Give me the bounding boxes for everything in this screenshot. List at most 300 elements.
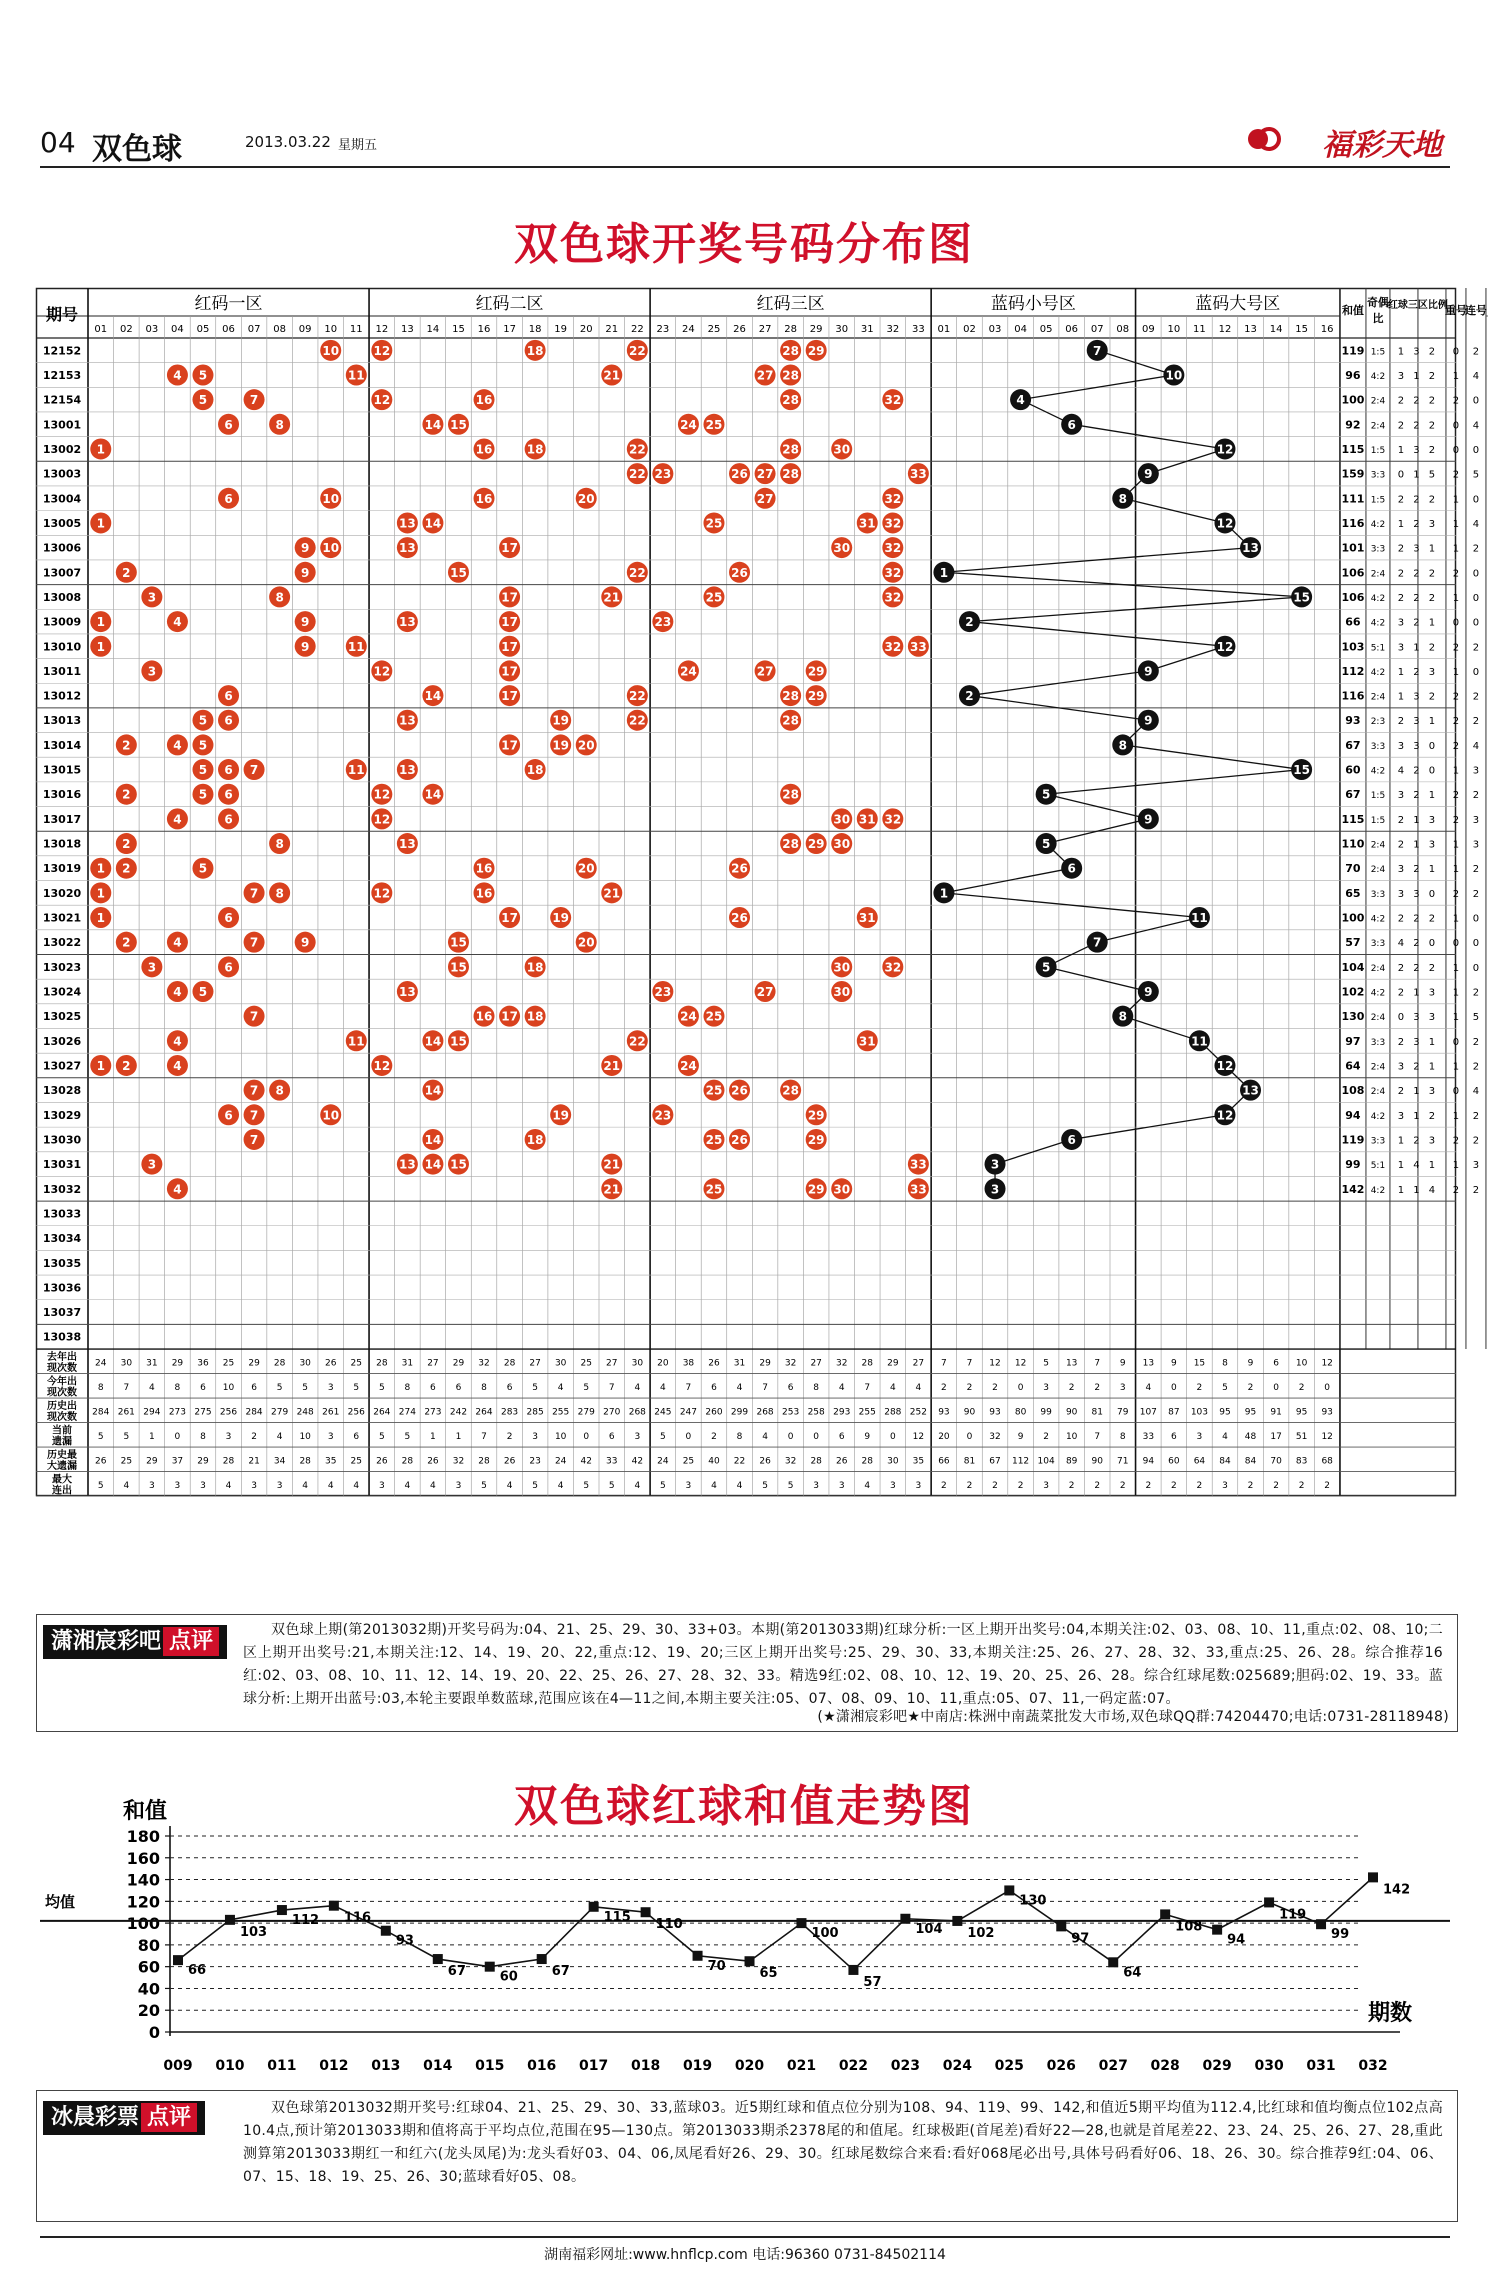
stat-blue-value: 4 — [1145, 1382, 1152, 1393]
red-ball-number: 2 — [122, 935, 131, 950]
stat-red-value: 28 — [376, 1358, 388, 1369]
zone-header: 蓝码大号区 — [1195, 294, 1281, 314]
stat-red-value: 2 — [506, 1431, 513, 1442]
stat-red-value: 7 — [864, 1382, 871, 1393]
zone-ratio: 1 3 2 — [1397, 346, 1439, 358]
zone-ratio: 2 2 2 — [1397, 592, 1439, 604]
col-number: 31 — [860, 324, 874, 335]
col-number: 33 — [912, 324, 925, 335]
stat-red-value: 255 — [552, 1407, 570, 1418]
repeat-count: 0 — [1452, 1036, 1460, 1048]
col-number: 01 — [937, 324, 951, 335]
data-label: 70 — [707, 1958, 726, 1974]
stat-red-value: 4 — [506, 1480, 513, 1491]
x-tick-label: 018 — [630, 2058, 661, 2074]
red-ball-number: 10 — [322, 1108, 340, 1123]
col-number: 23 — [656, 324, 670, 335]
red-ball-number: 12 — [373, 812, 391, 827]
zone-ratio-header: 红球三区比例 — [1387, 300, 1448, 311]
period-label: 13028 — [42, 1084, 82, 1098]
col-number: 05 — [196, 324, 210, 335]
red-ball-number: 4 — [173, 1182, 182, 1197]
stat-blue-value: 48 — [1244, 1431, 1257, 1442]
stat-blue-value: 4 — [1222, 1431, 1228, 1442]
sum-value: 66 — [1345, 615, 1361, 629]
red-ball-number: 5 — [198, 861, 208, 876]
repeat-count: 1 — [1452, 370, 1460, 382]
stat-blue-value: 3 — [1043, 1480, 1049, 1491]
period-label: 13035 — [42, 1256, 82, 1270]
col-number: 17 — [503, 324, 516, 335]
stat-blue-value: 81 — [963, 1456, 976, 1467]
stat-red-value: 258 — [807, 1407, 825, 1418]
blue-ball-number: 9 — [1144, 467, 1153, 482]
col-number: 04 — [171, 324, 184, 335]
odd-even-ratio: 2:4 — [1370, 865, 1386, 876]
red-ball-number: 11 — [347, 639, 365, 654]
stat-red-value: 5 — [404, 1431, 411, 1442]
zone-ratio: 2 2 2 — [1397, 395, 1439, 407]
red-ball-number: 14 — [424, 787, 442, 802]
zone-header: 蓝码小号区 — [990, 294, 1076, 314]
period-label: 13019 — [42, 862, 82, 876]
stat-red-value: 270 — [603, 1407, 621, 1418]
stat-blue-value: 2 — [1298, 1382, 1305, 1393]
stat-red-value: 3 — [200, 1480, 206, 1491]
red-ball-number: 16 — [475, 886, 493, 901]
stat-red-value: 32 — [478, 1358, 490, 1369]
x-tick-label: 024 — [942, 2058, 972, 2074]
col-number: 26 — [733, 324, 746, 335]
stat-red-value: 5 — [123, 1431, 130, 1442]
stat-red-value: 8 — [481, 1382, 487, 1393]
red-ball-number: 12 — [373, 343, 391, 358]
stat-blue-value: 70 — [1270, 1456, 1282, 1467]
red-ball-number: 10 — [322, 541, 340, 556]
col-number: 09 — [298, 324, 312, 335]
stat-red-value: 26 — [503, 1456, 516, 1467]
stat-red-value: 28 — [861, 1456, 874, 1467]
stat-blue-value: 2 — [1171, 1480, 1177, 1491]
consecutive-count: 5 — [1472, 1012, 1480, 1024]
red-ball-number: 1 — [96, 615, 105, 630]
odd-even-ratio: 3:3 — [1370, 544, 1386, 555]
data-point — [485, 1962, 495, 1972]
data-label: 67 — [551, 1964, 570, 1980]
consecutive-count: 0 — [1472, 568, 1480, 580]
period-label: 13038 — [42, 1330, 82, 1344]
blue-ball-number: 6 — [1067, 417, 1076, 432]
stat-red-value: 4 — [276, 1431, 283, 1442]
stat-red-value: 288 — [884, 1407, 902, 1418]
odd-even-ratio: 2:4 — [1370, 840, 1386, 851]
repeat-count: 1 — [1452, 987, 1460, 999]
stat-red-value: 27 — [427, 1358, 439, 1369]
red-ball-number: 25 — [705, 516, 723, 531]
stat-red-value: 4 — [838, 1382, 845, 1393]
red-ball-number: 13 — [399, 763, 416, 778]
red-ball-number: 4 — [173, 615, 182, 630]
stat-red-value: 24 — [95, 1358, 107, 1369]
sum-value: 101 — [1341, 541, 1365, 555]
stat-blue-value: 79 — [1117, 1407, 1129, 1418]
stat-red-value: 28 — [503, 1358, 516, 1369]
repeat-count: 2 — [1452, 642, 1460, 654]
red-ball-number: 18 — [526, 1132, 544, 1147]
stat-blue-value: 68 — [1321, 1456, 1333, 1467]
odd-even-ratio: 1:5 — [1370, 791, 1386, 802]
blue-ball-number: 6 — [1067, 861, 1076, 876]
stat-blue-value: 10 — [1295, 1358, 1308, 1369]
stat-red-value: 3 — [532, 1431, 538, 1442]
odd-even-ratio: 5:1 — [1370, 1161, 1386, 1172]
red-ball-number: 17 — [501, 664, 518, 679]
col-number: 04 — [1014, 324, 1027, 335]
red-ball-number: 26 — [731, 467, 748, 482]
stat-red-value: 3 — [915, 1480, 922, 1491]
repeat-header: 重号 — [1444, 304, 1467, 317]
data-point — [693, 1951, 703, 1961]
zone-ratio: 2 1 3 — [1397, 814, 1439, 826]
col-number: 24 — [682, 324, 695, 335]
consecutive-count: 0 — [1472, 938, 1480, 950]
red-ball-number: 18 — [526, 1009, 544, 1024]
col-number: 02 — [963, 324, 976, 335]
red-ball-number: 1 — [96, 911, 105, 926]
red-ball-number: 11 — [347, 368, 365, 383]
red-ball-number: 6 — [224, 1108, 233, 1123]
stat-red-value: 4 — [430, 1480, 436, 1491]
stat-red-value: 5 — [276, 1382, 283, 1393]
red-ball-number: 4 — [173, 738, 182, 753]
consecutive-count: 0 — [1472, 395, 1480, 407]
odd-even-ratio: 4:2 — [1370, 914, 1386, 925]
red-ball-number: 24 — [680, 1009, 697, 1024]
stat-blue-value: 6 — [1273, 1358, 1279, 1369]
commentary-box-1 — [36, 1614, 1458, 1732]
stat-red-value: 284 — [92, 1407, 110, 1418]
red-ball-number: 6 — [224, 787, 233, 802]
stat-red-value: 35 — [912, 1456, 925, 1467]
consecutive-count: 2 — [1472, 987, 1480, 999]
consecutive-count: 0 — [1472, 913, 1480, 925]
red-ball-number: 33 — [910, 467, 927, 482]
red-ball-number: 17 — [501, 615, 518, 630]
y-tick-label: 140 — [126, 1870, 160, 1890]
stat-red-value: 247 — [679, 1407, 698, 1418]
consecutive-count: 2 — [1472, 1061, 1480, 1073]
red-ball-number: 3 — [147, 1157, 157, 1172]
stat-red-value: 255 — [858, 1407, 876, 1418]
blue-ball-number: 12 — [1216, 1108, 1234, 1123]
repeat-count: 2 — [1452, 790, 1460, 802]
stat-label: 今年出 — [47, 1376, 77, 1388]
data-label: 97 — [1071, 1931, 1090, 1947]
red-ball-number: 30 — [833, 984, 851, 999]
stat-red-value: 8 — [736, 1431, 743, 1442]
odd-even-ratio: 4:2 — [1370, 618, 1386, 629]
stat-red-value: 6 — [838, 1431, 845, 1442]
data-label: 66 — [188, 1963, 207, 1979]
x-tick-label: 020 — [734, 2058, 765, 2074]
stat-red-value: 3 — [455, 1480, 462, 1491]
data-point — [1160, 1909, 1170, 1919]
red-ball-number: 19 — [552, 1108, 570, 1123]
red-ball-number: 7 — [249, 1009, 259, 1024]
red-ball-number: 6 — [224, 417, 233, 432]
data-point — [848, 1965, 858, 1975]
blue-ball-number: 1 — [939, 565, 949, 580]
stat-red-value: 2 — [711, 1431, 717, 1442]
red-ball-number: 21 — [603, 368, 621, 383]
red-ball-number: 24 — [680, 1058, 697, 1073]
page-title: 双色球开奖号码分布图 — [514, 219, 974, 270]
red-ball-number: 29 — [807, 664, 825, 679]
red-ball-number: 11 — [347, 763, 365, 778]
stat-blue-value: 9 — [1171, 1358, 1177, 1369]
zone-header: 红码三区 — [756, 294, 825, 314]
stat-red-value: 5 — [787, 1480, 794, 1491]
period-label: 13023 — [42, 960, 82, 974]
col-number: 11 — [1193, 324, 1206, 335]
sum-value: 111 — [1341, 492, 1365, 506]
stat-red-value: 4 — [225, 1480, 232, 1491]
stat-red-value: 274 — [398, 1407, 416, 1418]
stat-blue-value: 7 — [1094, 1358, 1101, 1369]
tag-name: 冰晨彩票 — [51, 2105, 140, 2130]
stat-red-value: 264 — [475, 1407, 493, 1418]
stat-red-value: 40 — [708, 1456, 720, 1467]
odd-even-ratio: 2:4 — [1370, 396, 1386, 407]
stat-red-value: 25 — [222, 1358, 235, 1369]
stat-red-value: 285 — [526, 1407, 544, 1418]
data-label: 130 — [1019, 1893, 1047, 1909]
stat-red-value: 279 — [577, 1407, 595, 1418]
stat-blue-value: 8 — [1222, 1358, 1228, 1369]
blue-ball-number: 5 — [1041, 960, 1051, 975]
x-tick-label: 025 — [994, 2058, 1024, 2074]
stat-blue-value: 3 — [1196, 1431, 1203, 1442]
zone-ratio: 3 1 2 — [1397, 1110, 1439, 1122]
x-tick-label: 029 — [1202, 2058, 1232, 2074]
x-tick-label: 016 — [527, 2058, 557, 2074]
red-ball-number: 8 — [275, 417, 284, 432]
stat-red-value: 1 — [430, 1431, 436, 1442]
stat-red-value: 6 — [608, 1431, 615, 1442]
stat-red-value: 1 — [149, 1431, 155, 1442]
page-footer: 湖南福彩网址:www.hnflcp.com 电话:96360 0731-84502114 — [40, 2236, 1450, 2264]
page-number: 04 — [40, 126, 76, 159]
data-label: 119 — [1279, 1907, 1307, 1923]
stat-label: 现次数 — [47, 1387, 77, 1399]
stat-blue-value: 2 — [1094, 1480, 1101, 1491]
commentary-tag-1 — [43, 1625, 227, 1659]
stat-blue-value: 33 — [1142, 1431, 1155, 1442]
odd-even-ratio: 2:4 — [1370, 421, 1386, 432]
red-ball-number: 26 — [731, 1083, 748, 1098]
odd-even-header: 比 — [1372, 312, 1384, 325]
repeat-count: 1 — [1452, 839, 1460, 851]
period-label: 13008 — [42, 590, 82, 604]
stat-red-value: 4 — [762, 1431, 768, 1442]
odd-even-ratio: 2:4 — [1370, 1087, 1386, 1098]
col-number: 19 — [554, 324, 568, 335]
zone-ratio: 2 3 1 — [1397, 543, 1439, 555]
consecutive-count: 4 — [1472, 518, 1480, 530]
blue-ball-number: 3 — [990, 1157, 1000, 1172]
odd-even-ratio: 2:3 — [1370, 717, 1386, 728]
odd-even-ratio: 2:4 — [1370, 1062, 1386, 1073]
period-label: 13005 — [42, 516, 82, 530]
stat-red-value: 6 — [455, 1382, 462, 1393]
red-ball-number: 15 — [450, 1034, 467, 1049]
stat-blue-value: 60 — [1168, 1456, 1180, 1467]
odd-even-ratio: 3:3 — [1370, 1037, 1386, 1048]
repeat-count: 2 — [1452, 740, 1460, 752]
stat-label: 现次数 — [47, 1363, 77, 1375]
period-label: 13036 — [42, 1281, 82, 1295]
red-ball-number: 22 — [628, 442, 646, 457]
stat-red-value: 3 — [174, 1480, 181, 1491]
stat-blue-value: 5 — [1222, 1382, 1228, 1393]
stat-red-value: 4 — [123, 1480, 130, 1491]
period-label: 13003 — [42, 467, 82, 481]
stat-red-value: 4 — [736, 1480, 743, 1491]
red-ball-number: 14 — [424, 417, 442, 432]
repeat-count: 2 — [1452, 469, 1460, 481]
stat-blue-value: 9 — [1247, 1358, 1254, 1369]
red-ball-number: 25 — [705, 1132, 723, 1147]
stat-red-value: 4 — [149, 1382, 155, 1393]
col-number: 02 — [119, 324, 133, 335]
zone-ratio: 3 2 1 — [1397, 864, 1439, 876]
zone-ratio: 2 1 3 — [1397, 987, 1439, 999]
data-label: 60 — [499, 1969, 518, 1985]
stat-red-value: 279 — [271, 1407, 289, 1418]
blue-ball-number: 15 — [1293, 763, 1310, 778]
red-ball-number: 12 — [373, 664, 391, 679]
zone-ratio: 0 3 3 — [1397, 1012, 1439, 1024]
stat-red-value: 283 — [500, 1407, 519, 1418]
stat-red-value: 3 — [634, 1431, 641, 1442]
consecutive-count: 2 — [1472, 888, 1480, 900]
stat-red-value: 256 — [347, 1407, 365, 1418]
red-ball-number: 5 — [198, 984, 208, 999]
red-ball-number: 29 — [807, 1132, 825, 1147]
zone-ratio: 2 1 3 — [1397, 1086, 1439, 1098]
red-ball-number: 7 — [249, 393, 259, 408]
red-ball-number: 6 — [224, 713, 233, 728]
stat-blue-value: 2 — [992, 1382, 998, 1393]
stat-red-value: 25 — [350, 1456, 363, 1467]
zone-ratio: 2 2 2 — [1397, 962, 1439, 974]
blue-ball-number: 8 — [1118, 1009, 1127, 1024]
stat-blue-value: 64 — [1193, 1456, 1206, 1467]
stat-red-value: 26 — [835, 1456, 848, 1467]
stat-red-value: 30 — [887, 1456, 899, 1467]
col-number: 13 — [1244, 324, 1257, 335]
red-ball-number: 7 — [249, 1083, 259, 1098]
data-point — [277, 1905, 287, 1915]
x-tick-label: 019 — [682, 2058, 713, 2074]
stat-blue-value: 2 — [966, 1480, 973, 1491]
odd-even-ratio: 3:3 — [1370, 470, 1386, 481]
red-ball-number: 1 — [96, 861, 105, 876]
period-header: 期号 — [45, 305, 79, 324]
repeat-count: 0 — [1452, 617, 1460, 629]
red-ball-number: 28 — [782, 442, 799, 457]
red-ball-number: 22 — [628, 689, 646, 704]
stat-red-value: 42 — [631, 1456, 644, 1467]
col-number: 08 — [273, 324, 286, 335]
blue-ball-number: 9 — [1144, 812, 1153, 827]
stat-red-value: 34 — [273, 1456, 286, 1467]
sum-value: 115 — [1341, 812, 1365, 826]
stat-blue-value: 103 — [1190, 1407, 1209, 1418]
blue-ball-number: 12 — [1216, 1058, 1234, 1073]
stat-red-value: 26 — [759, 1456, 771, 1467]
stat-red-value: 26 — [95, 1456, 107, 1467]
data-label: 57 — [863, 1974, 882, 1990]
stat-red-value: 32 — [452, 1456, 465, 1467]
consecutive-count: 2 — [1472, 543, 1480, 555]
stat-blue-value: 94 — [1142, 1456, 1155, 1467]
stat-red-value: 7 — [685, 1382, 692, 1393]
sum-value: 96 — [1345, 368, 1361, 382]
data-point — [1108, 1957, 1118, 1967]
stat-red-value: 7 — [123, 1382, 130, 1393]
lottery-logo-icon — [1246, 122, 1280, 156]
period-label: 13033 — [42, 1207, 82, 1221]
stat-blue-value: 12 — [1321, 1358, 1333, 1369]
stat-blue-value: 15 — [1193, 1358, 1206, 1369]
data-point — [1316, 1919, 1326, 1929]
red-ball-number: 8 — [275, 590, 284, 605]
consecutive-count: 4 — [1472, 1086, 1480, 1098]
stat-red-value: 27 — [912, 1358, 925, 1369]
red-ball-number: 5 — [198, 763, 208, 778]
period-label: 13020 — [42, 886, 82, 900]
y-tick-label: 160 — [126, 1848, 160, 1868]
blue-ball-number: 12 — [1216, 442, 1234, 457]
red-ball-number: 13 — [399, 615, 416, 630]
stat-red-value: 4 — [353, 1480, 360, 1491]
period-label: 13029 — [42, 1108, 82, 1122]
stat-blue-value: 2 — [941, 1480, 947, 1491]
zone-ratio: 2 3 1 — [1397, 716, 1439, 728]
repeat-count: 1 — [1452, 765, 1460, 777]
zone-ratio: 3 1 2 — [1397, 370, 1439, 382]
red-ball-number: 15 — [450, 935, 467, 950]
red-ball-number: 7 — [249, 1132, 259, 1147]
blue-ball-number: 15 — [1293, 590, 1310, 605]
stat-blue-value: 0 — [1273, 1382, 1279, 1393]
section-title: 双色球 — [92, 132, 182, 167]
blue-ball-number: 3 — [990, 1182, 1000, 1197]
red-ball-number: 13 — [399, 713, 416, 728]
stat-blue-value: 2 — [1043, 1431, 1049, 1442]
red-ball-number: 5 — [198, 393, 208, 408]
stat-red-value: 3 — [889, 1480, 896, 1491]
red-ball-number: 3 — [147, 664, 157, 679]
red-ball-number: 4 — [173, 1034, 182, 1049]
stat-red-value: 6 — [200, 1382, 206, 1393]
odd-even-ratio: 4:2 — [1370, 1111, 1386, 1122]
y-tick-label: 40 — [137, 1979, 160, 1999]
red-ball-number: 25 — [705, 1182, 723, 1197]
stat-red-value: 5 — [608, 1480, 615, 1491]
zone-ratio: 3 3 0 — [1397, 888, 1439, 900]
